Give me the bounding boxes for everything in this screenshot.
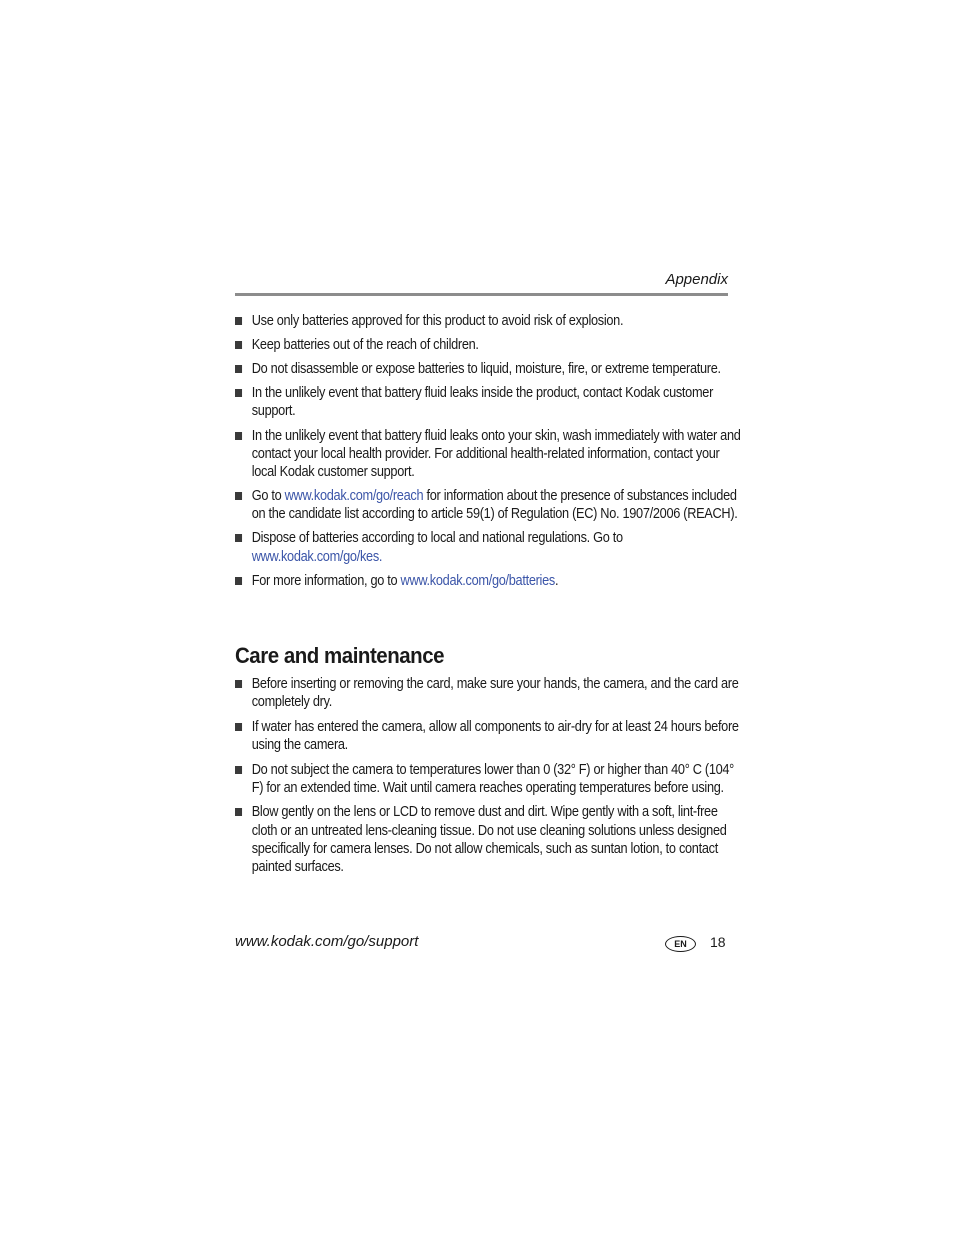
list-item-text: In the unlikely event that battery fluid leaks onto your skin, wash immediately with water and contact your local health provider. For additional health-related information, contact your local Kodak customer support. (251, 427, 741, 480)
list-item (235, 427, 746, 482)
list-item (235, 336, 746, 354)
list-item-text: Dispose of batteries according to local and national regulations. Go to (251, 530, 623, 547)
square-bullet-icon (235, 389, 242, 397)
running-header: Appendix (665, 271, 728, 288)
list-item-text: Before inserting or removing the card, make sure your hands, the camera, and the card are completely dry. (251, 676, 739, 711)
list-item-text: In the unlikely event that battery fluid leaks inside the product, contact Kodak customer support. (251, 385, 714, 420)
list-item (235, 675, 746, 711)
kes-link[interactable]: www.kodak.com/go/kes. (251, 548, 383, 565)
list-item-text: Blow gently on the lens or LCD to remove dust and dirt. Wipe gently with a soft, lint-free cloth or an untreated lens-cleaning tissue. Do not use cleaning solutions unless designed specifically for camera lenses. Do not allow chemicals, such as suntan lotion, to contact painted surfaces. (251, 804, 727, 875)
section-title: Care and maintenance (235, 643, 445, 668)
list-item (235, 718, 746, 754)
list-item-text: . (554, 572, 559, 589)
battery-safety-list (235, 312, 741, 596)
list-item-text: Keep batteries out of the reach of children. (251, 337, 479, 354)
square-bullet-icon (235, 766, 242, 774)
square-bullet-icon (235, 341, 242, 349)
list-item (235, 761, 746, 797)
square-bullet-icon (235, 808, 242, 816)
list-item-text: Do not disassemble or expose batteries to liquid, moisture, fire, or extreme temperature. (251, 361, 721, 378)
list-item-text: for information about the presence of substances included on the candidate list according to article 59(1) of Regulation (EC) No. 1907/2006 (REACH). (251, 488, 738, 523)
list-item (235, 487, 746, 523)
list-item (235, 360, 746, 378)
list-item-text: Do not subject the camera to temperatures lower than 0 (32° F) or higher than 40° C (104° F) for an extended time. Wait until camera reaches operating temperatures before using. (251, 761, 734, 796)
list-item-text: If water has entered the camera, allow all components to air-dry for at least 24 hours before using the camera. (251, 718, 739, 753)
page-number: 18 (710, 934, 726, 950)
list-item-text: Go to (251, 488, 285, 505)
square-bullet-icon (235, 432, 242, 440)
reach-link[interactable]: www.kodak.com/go/reach (284, 488, 424, 505)
square-bullet-icon (235, 577, 242, 585)
square-bullet-icon (235, 365, 242, 373)
list-item (235, 384, 746, 420)
square-bullet-icon (235, 534, 242, 542)
language-badge: EN (665, 936, 696, 952)
list-item-text: For more information, go to (251, 572, 401, 589)
care-list (235, 675, 739, 883)
header-rule (235, 293, 728, 296)
square-bullet-icon (235, 317, 242, 325)
square-bullet-icon (235, 492, 242, 500)
batteries-link[interactable]: www.kodak.com/go/batteries (400, 572, 555, 589)
page-footer (235, 932, 728, 954)
list-item (235, 312, 746, 330)
square-bullet-icon (235, 680, 242, 688)
square-bullet-icon (235, 723, 242, 731)
list-item (235, 529, 746, 565)
list-item (235, 572, 746, 590)
footer-support-url[interactable]: www.kodak.com/go/support (235, 933, 419, 950)
list-item-text: Use only batteries approved for this product to avoid risk of explosion. (251, 313, 624, 329)
list-item (235, 803, 746, 876)
